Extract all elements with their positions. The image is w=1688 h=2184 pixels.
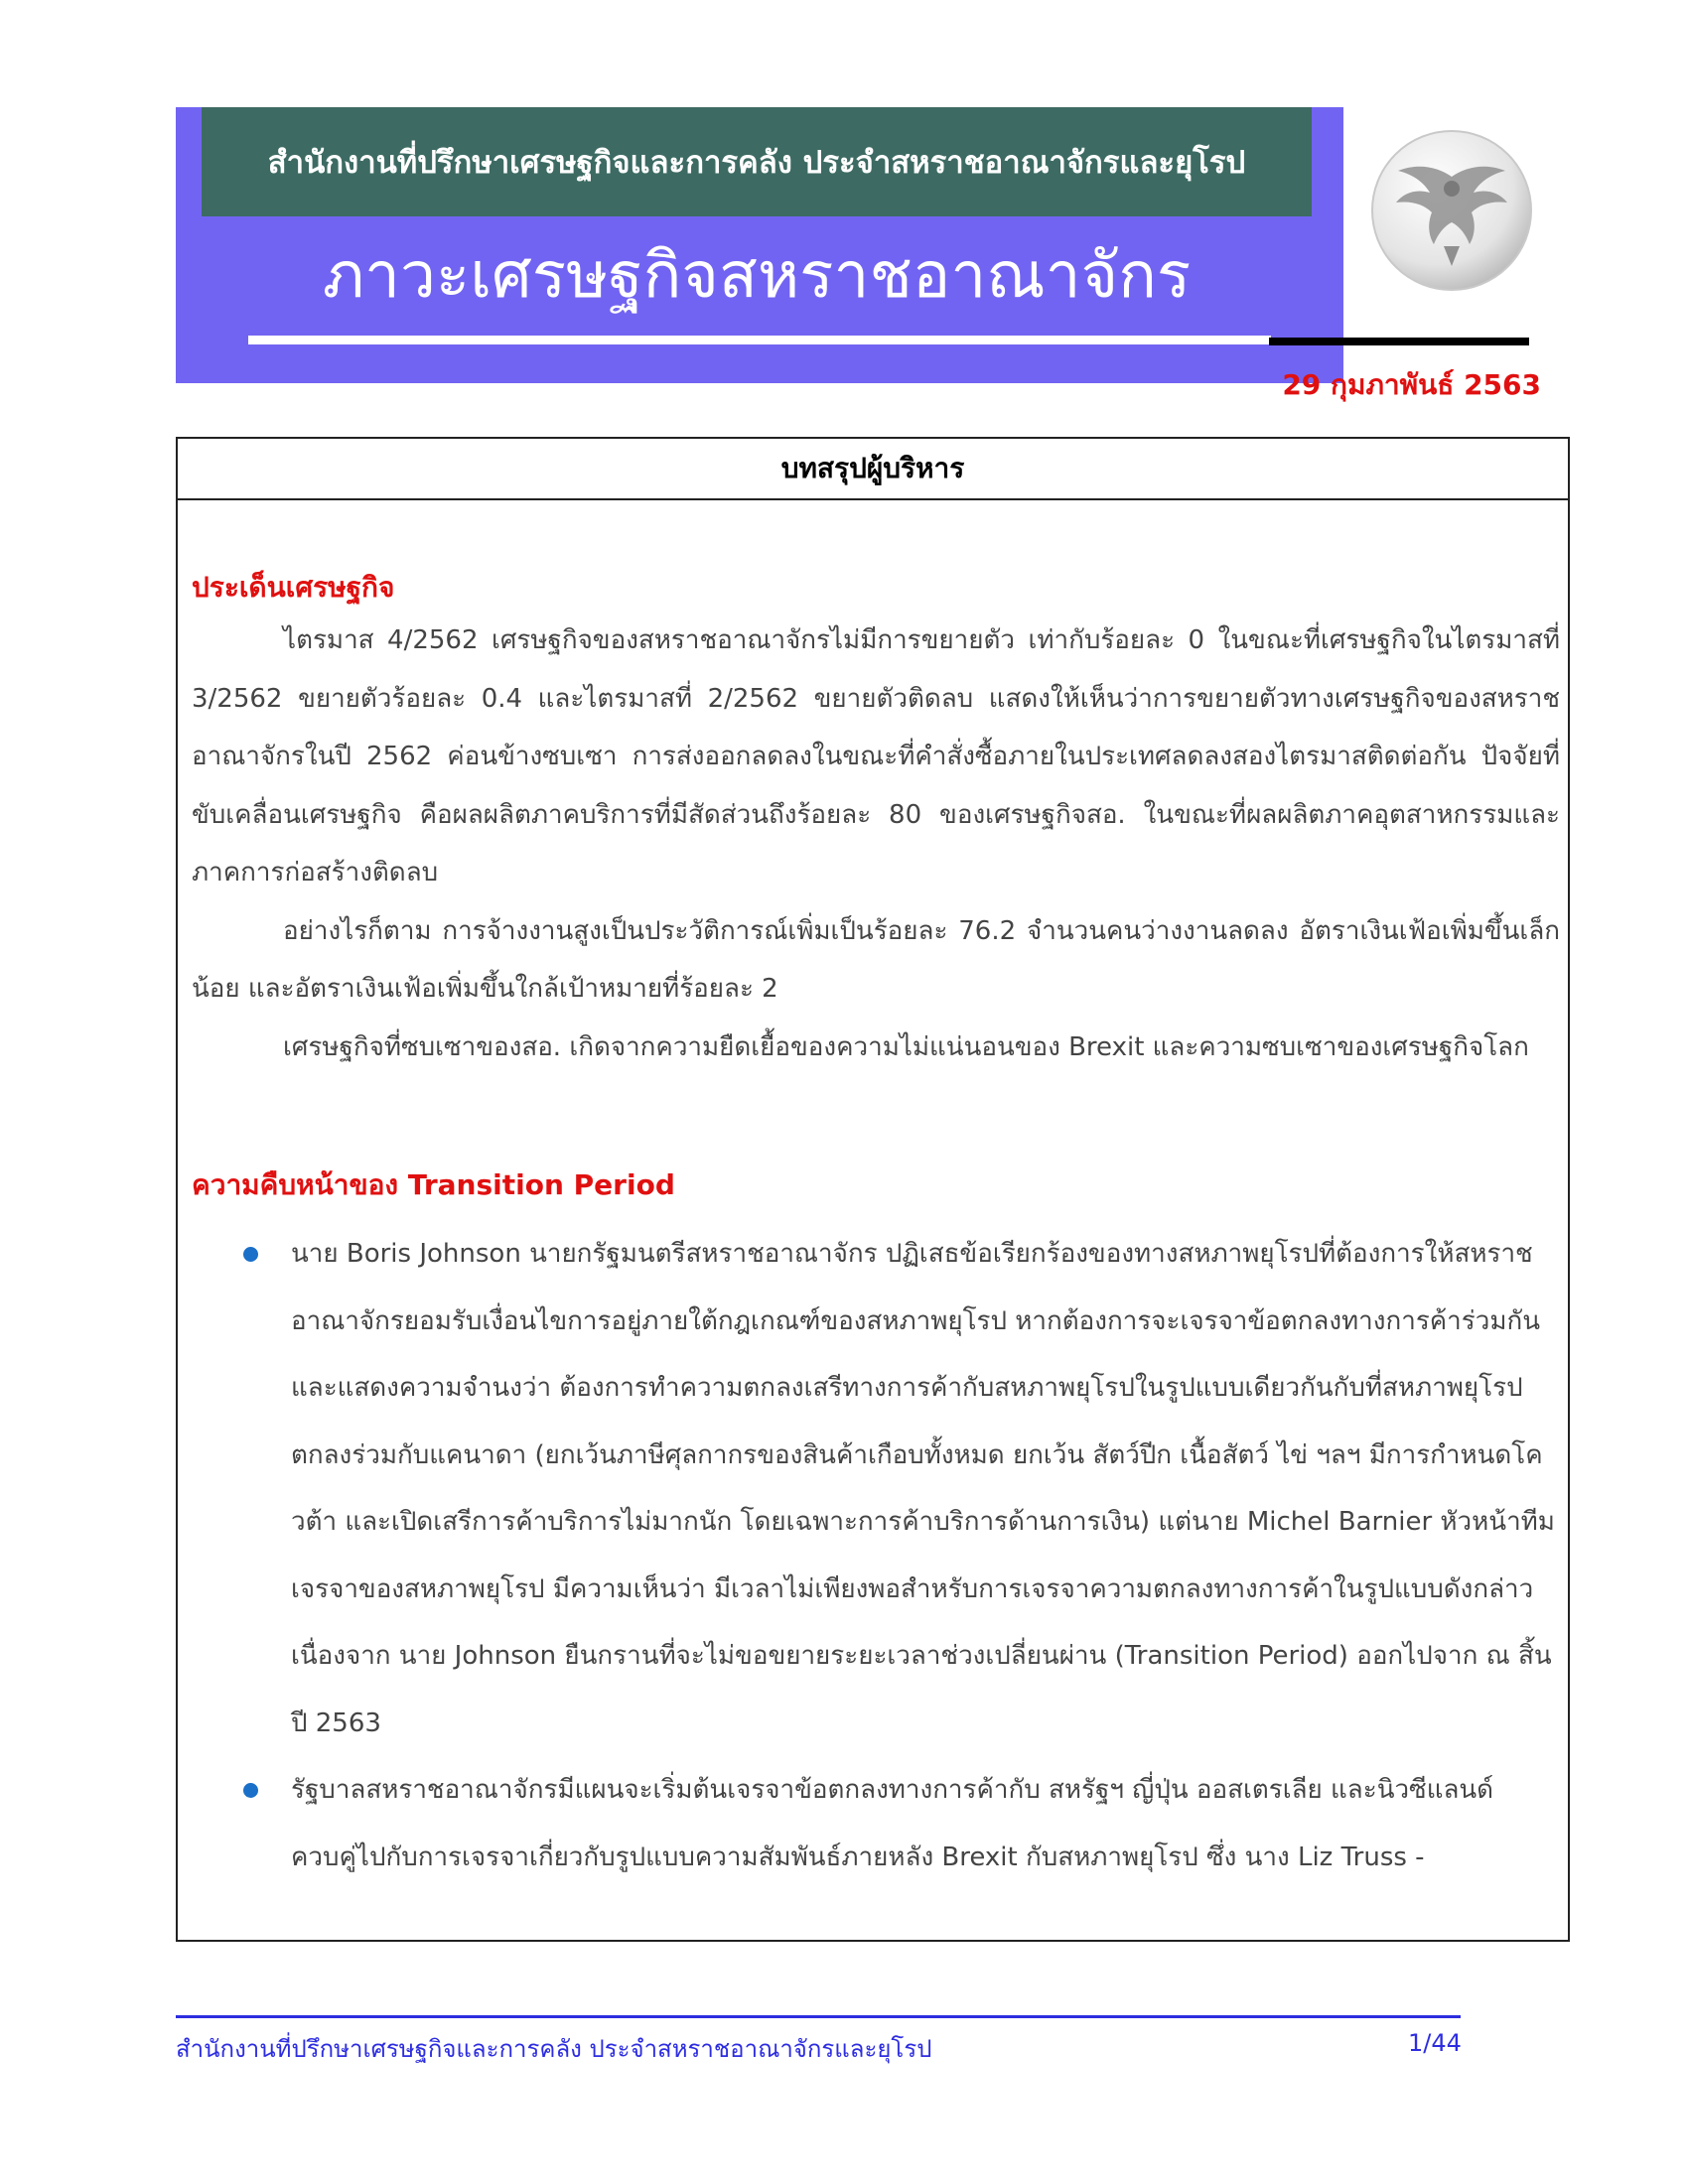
header-rule <box>1269 338 1529 345</box>
transition-section-heading: ความคืบหน้าของ Transition Period <box>192 1168 675 1201</box>
report-date: 29 กุมภาพันธ์ 2563 <box>1282 368 1541 401</box>
economy-paragraphs <box>192 612 1560 1076</box>
transition-bullet-list <box>192 1221 1560 1891</box>
summary-heading: บทสรุปผู้บริหาร <box>178 439 1568 500</box>
office-name-bar <box>202 107 1312 216</box>
office-name: สำนักงานที่ปรึกษาเศรษฐกิจและการคลัง ประจำสหราชอาณาจักรและยุโรป <box>267 145 1246 181</box>
report-title: ภาวะเศรษฐกิจสหราชอาณาจักร <box>322 239 1192 313</box>
bullet-text: รัฐบาลสหราชอาณาจักรมีแผนจะเริ่มต้นเจรจาข้อตกลงทางการค้ากับ สหรัฐฯ ญี่ปุ่น ออสเตรเลีย และนิวซีแลนด์ ควบคู่ไปกับการเจรจาเกี่ยวกับรูปแบบความสัมพันธ์ภายหลัง Brexit กับสหภาพยุโรป ซึ่ง นาง Liz Truss - <box>291 1775 1494 1872</box>
list-item <box>192 1221 1560 1757</box>
footer-office-name: สำนักงานที่ปรึกษาเศรษฐกิจและการคลัง ประจำสหราชอาณาจักรและยุโรป <box>176 2035 932 2063</box>
economy-section-heading: ประเด็นเศรษฐกิจ <box>192 571 395 604</box>
bullet-icon <box>243 1247 258 1262</box>
economy-paragraph: ไตรมาส 4/2562 เศรษฐกิจของสหราชอาณาจักรไม่มีการขยายตัว เท่ากับร้อยละ 0 ในขณะที่เศรษฐกิจในไตรมาสที่ 3/2562 ขยายตัวร้อยละ 0.4 และไตรมาสที่ 2/2562 ขยายตัวติดลบ แสดงให้เห็นว่าการขยายตัวทางเศรษฐกิจของสหราชอาณาจักรในปี 2562 ค่อนข้างซบเซา การส่งออกลดลงในขณะที่คำสั่งซื้อภายในประเทศลดลงสองไตรมาสติดต่อกัน ปัจจัยที่ขับเคลื่อนเศรษฐกิจ คือผลผลิตภาคบริการที่มีสัดส่วนถึงร้อยละ 80 ของเศรษฐกิจสอ. ในขณะที่ผลผลิตภาคอุตสาหกรรมและภาคการก่อสร้างติดลบ <box>192 625 1560 887</box>
page-number: 1/44 <box>1408 2029 1462 2057</box>
bullet-icon <box>243 1783 258 1798</box>
list-item <box>192 1757 1560 1891</box>
bullet-text: นาย Boris Johnson นายกรัฐมนตรีสหราชอาณาจักร ปฏิเสธข้อเรียกร้องของทางสหภาพยุโรปที่ต้องการให้สหราชอาณาจักรยอมรับเงื่อนไขการอยู่ภายใต้กฎเกณฑ์ของสหภาพยุโรป หากต้องการจะเจรจาข้อตกลงทางการค้าร่วมกัน และแสดงความจำนงว่า ต้องการทำความตกลงเสรีทางการค้ากับสหภาพยุโรปในรูปแบบเดียวกันกับที่สหภาพยุโรปตกลงร่วมกับแคนาดา (ยกเว้นภาษีศุลกากรของสินค้าเกือบทั้งหมด ยกเว้น สัตว์ปีก เนื้อสัตว์ ไข่ ฯลฯ มีการกำหนดโควต้า และเปิดเสรีการค้าบริการไม่มากนัก โดยเฉพาะการค้าบริการด้านการเงิน) แต่นาย Michel Barnier หัวหน้าทีมเจรจาของสหภาพยุโรป มีความเห็นว่า มีเวลาไม่เพียงพอสำหรับการเจรจาความตกลงทางการค้าในรูปแบบดังกล่าว เนื่องจาก นาย Johnson ยืนกรานที่จะไม่ขอขยายระยะเวลาช่วงเปลี่ยนผ่าน (Transition Period) ออกไปจาก ณ สิ้นปี 2563 <box>291 1239 1555 1738</box>
title-underline <box>248 336 1271 344</box>
footer-rule <box>176 2015 1461 2018</box>
economy-paragraph: อย่างไรก็ตาม การจ้างงานสูงเป็นประวัติการณ์เพิ่มเป็นร้อยละ 76.2 จำนวนคนว่างงานลดลง อัตราเงินเฟ้อเพิ่มขึ้นเล็กน้อย และอัตราเงินเฟ้อเพิ่มขึ้นใกล้เป้าหมายที่ร้อยละ 2 <box>192 915 1560 1004</box>
economy-paragraph: เศรษฐกิจที่ซบเซาของสอ. เกิดจากความยืดเยื้อของความไม่แน่นอนของ Brexit และความซบเซาของเศรษฐกิจโลก <box>283 1031 1529 1062</box>
garuda-emblem-icon <box>1368 127 1535 294</box>
executive-summary-box <box>176 437 1570 1942</box>
